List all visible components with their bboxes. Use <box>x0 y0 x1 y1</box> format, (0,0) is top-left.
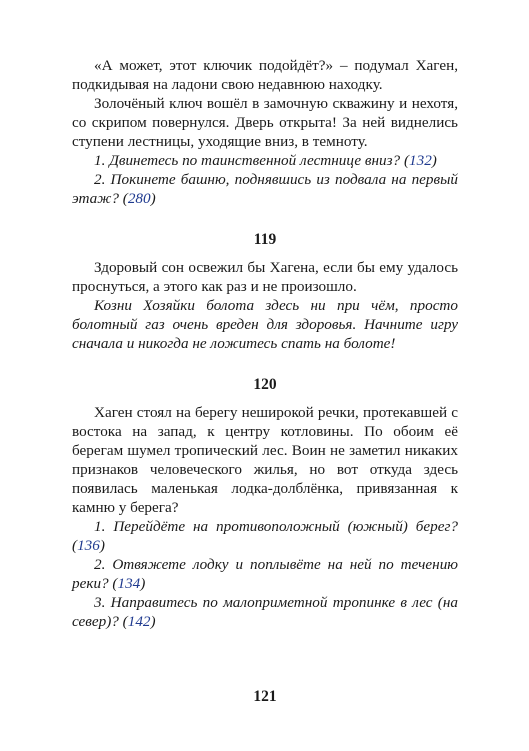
choice-text: 3. Направитесь по малоприметной тропинке в лес (на север)? ( <box>72 594 458 630</box>
choice-leave-tower <box>72 170 458 208</box>
choice-tail: ) <box>431 152 437 169</box>
section-link-132[interactable]: 132 <box>409 152 432 169</box>
section-number-121: 121 <box>253 688 277 705</box>
choice-go-down-stairs <box>72 151 458 170</box>
book-page <box>72 56 458 706</box>
choice-text: 2. Отвяжете лодку и поплывёте на ней по течению реки? ( <box>72 556 458 592</box>
section-link-134[interactable]: 134 <box>117 575 141 592</box>
paragraph-key-thought: «А может, этот ключик подойдёт?» – подумал Хаген, подкидывая на ладони свою недавнюю находку. <box>72 57 458 93</box>
choice-take-boat <box>72 555 458 593</box>
paragraph-door-opens: Золочёный ключ вошёл в замочную скважину и нехотя, со скрипом повернулся. Дверь открыта! За ней виднелись ступени лестницы, уходящие вниз, в темноту. <box>72 95 458 150</box>
section-number-119: 119 <box>253 231 277 248</box>
paragraph-river-bank: Хаген стоял на берегу неширокой речки, протекавшей с востока на запад, к центру котловины. По обоим её берегам шумел тропический лес. Воин не заметил никаких признаков человеческого жилья, но вот откуда здесь появилась маленькая лодка-долблёнка, привязанная к камню у берега? <box>72 404 458 516</box>
choice-forest-path <box>72 593 458 631</box>
choice-tail: ) <box>140 575 146 592</box>
paragraph-swamp-gas-note: Козни Хозяйки болота здесь ни при чём, просто болотный газ очень вреден для здоровья. Начните игру сначала и никогда не ложитесь спать на болоте! <box>72 297 458 352</box>
choice-tail: ) <box>150 190 156 207</box>
section-link-136[interactable]: 136 <box>77 537 100 554</box>
section-link-142[interactable]: 142 <box>127 613 151 630</box>
section-number-120: 120 <box>253 376 277 393</box>
choice-text: 2. Покинете башню, поднявшись из подвала на первый этаж? ( <box>72 171 458 207</box>
choice-text: 1. Перейдёте на противоположный (южный) берег? ( <box>72 518 458 554</box>
choice-tail: ) <box>99 537 105 554</box>
paragraph-healthy-sleep: Здоровый сон освежил бы Хагена, если бы ему удалось проснуться, а этого как раз и не произошло. <box>72 259 458 295</box>
choice-cross-river <box>72 517 458 555</box>
choice-tail: ) <box>150 613 156 630</box>
section-link-280[interactable]: 280 <box>127 190 151 207</box>
choice-text: 1. Двинетесь по таинственной лестнице вниз? ( <box>94 152 410 169</box>
